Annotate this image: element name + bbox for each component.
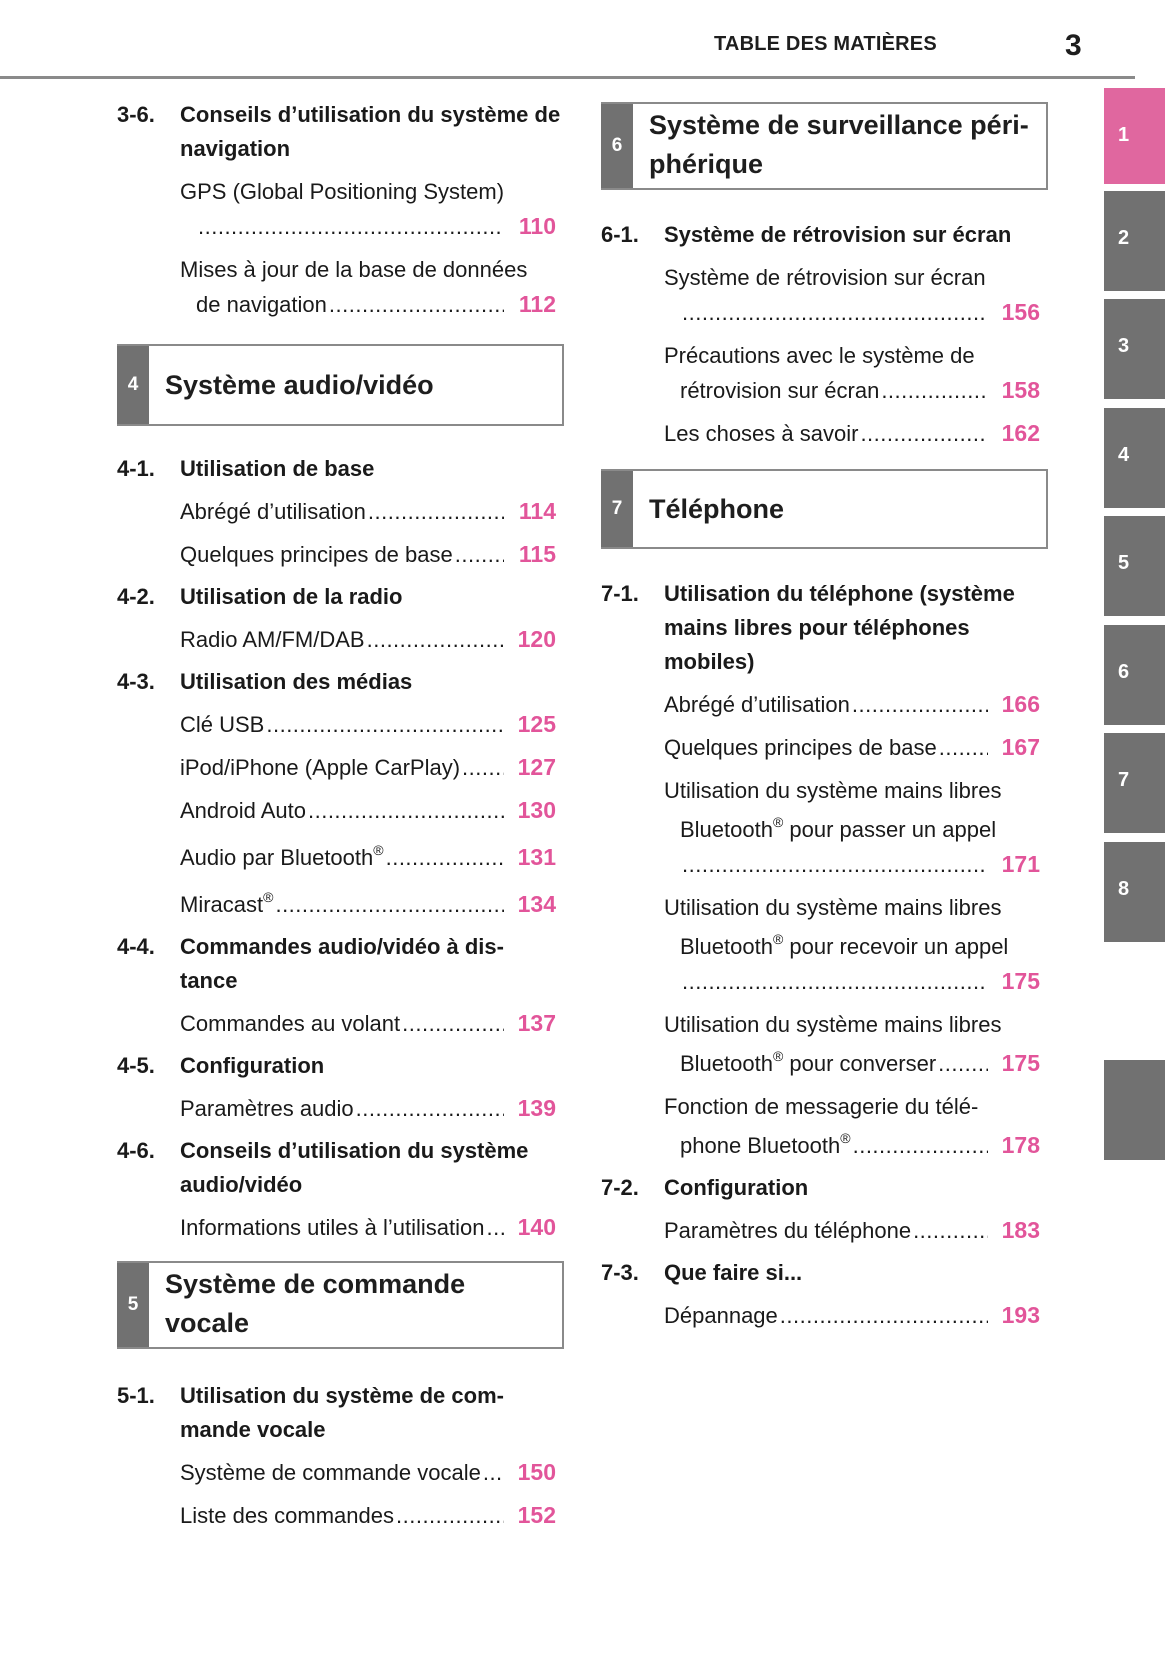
chapter-tab-4[interactable] — [1104, 408, 1165, 508]
registered-mark: ® — [772, 930, 784, 947]
page-number: 3 — [1065, 29, 1082, 62]
leader-dots — [852, 687, 988, 722]
toc-entry[interactable] — [601, 1298, 1048, 1333]
chapter-number: 7 — [601, 471, 633, 547]
section-number: 4-3. — [117, 669, 155, 694]
toc-entry[interactable] — [117, 1006, 564, 1041]
page-link[interactable]: 150 — [517, 1459, 556, 1485]
section-heading — [601, 1256, 1048, 1290]
entry-text: Bluetooth — [680, 1051, 773, 1076]
chapter-box-7[interactable] — [601, 469, 1048, 549]
section-title: Utilisation du système de com-mande vocale — [180, 1383, 504, 1442]
chapter-tab-8[interactable] — [1104, 842, 1165, 942]
page-link[interactable]: 167 — [1001, 734, 1040, 760]
entry-text: Paramètres du téléphone — [664, 1218, 912, 1243]
section-number: 6-1. — [601, 222, 639, 247]
toc-entry[interactable] — [117, 174, 564, 244]
entry-text: Audio par Bluetooth — [180, 845, 374, 870]
toc-entry[interactable] — [601, 260, 1048, 330]
section-title: Conseils d’utilisation du système audio/vidéo — [180, 1138, 529, 1197]
chapter-box-4[interactable] — [117, 344, 564, 426]
entry-text: Quelques principes de base — [180, 542, 453, 567]
chapter-tab-3[interactable] — [1104, 299, 1165, 399]
tab-label: 7 — [1118, 769, 1130, 791]
chapter-tab-7[interactable] — [1104, 733, 1165, 833]
entry-text: pour converser — [783, 1051, 937, 1076]
registered-mark: ® — [373, 841, 384, 858]
tab-label: 3 — [1118, 335, 1130, 357]
page-link[interactable]: 171 — [1001, 851, 1040, 877]
entry-text: Abrégé d’utilisation — [664, 692, 850, 717]
page-link[interactable]: 178 — [1001, 1132, 1040, 1158]
toc-entry[interactable] — [117, 750, 564, 785]
toc-left-column — [117, 96, 564, 1533]
entry-text: Clé USB — [180, 712, 265, 737]
page-link[interactable]: 175 — [1001, 968, 1040, 994]
toc-entry[interactable] — [601, 730, 1048, 765]
entry-text: iPod/iPhone (Apple CarPlay) — [180, 755, 461, 780]
section-number: 4-4. — [117, 934, 155, 959]
chapter-tab-5[interactable] — [1104, 516, 1165, 616]
entry-text: Utilisation du système mains libres — [664, 895, 1002, 920]
chapter-number: 6 — [601, 104, 633, 188]
section-number: 7-3. — [601, 1260, 639, 1285]
entry-text: Utilisation du système mains libres — [664, 1012, 1002, 1037]
section-heading — [117, 452, 564, 486]
page-link[interactable]: 130 — [517, 797, 556, 823]
registered-mark: ® — [772, 1047, 784, 1064]
chapter-box-5[interactable] — [117, 1261, 564, 1349]
section-title: Utilisation des médias — [180, 669, 413, 694]
leader-dots — [483, 1455, 504, 1490]
page-link[interactable]: 127 — [517, 754, 556, 780]
entry-text: Système de rétrovision sur écran — [664, 265, 986, 290]
toc-entry[interactable] — [117, 840, 564, 875]
leader-dots — [938, 1046, 988, 1081]
leader-dots — [682, 964, 988, 999]
entry-text: Système de commande vocale — [180, 1460, 481, 1485]
entry-text: Paramètres audio — [180, 1096, 354, 1121]
toc-entry[interactable] — [117, 1091, 564, 1126]
toc-entry[interactable] — [601, 338, 1048, 408]
toc-entry[interactable] — [601, 416, 1048, 451]
page-link[interactable]: 131 — [517, 844, 556, 870]
leader-dots — [308, 793, 504, 828]
page-link[interactable]: 125 — [517, 711, 556, 737]
entry-text: Bluetooth — [680, 817, 773, 842]
page-link[interactable]: 166 — [1001, 691, 1040, 717]
leader-dots — [402, 1006, 504, 1041]
entry-text: Radio AM/FM/DAB — [180, 627, 365, 652]
page-link[interactable]: 175 — [1001, 1050, 1040, 1076]
entry-text: pour passer un appel — [783, 817, 997, 842]
entry-text: Abrégé d’utilisation — [180, 499, 366, 524]
page-link[interactable]: 158 — [1001, 377, 1040, 403]
section-number: 3-6. — [117, 102, 155, 127]
registered-mark: ® — [263, 888, 274, 905]
page-link[interactable]: 162 — [1001, 420, 1040, 446]
leader-dots — [939, 730, 988, 765]
section-heading — [117, 1134, 564, 1202]
toc-entry[interactable] — [601, 1007, 1048, 1081]
toc-entry[interactable] — [601, 773, 1048, 882]
section-heading — [601, 577, 1048, 679]
section-heading — [601, 1171, 1048, 1205]
section-title: Conseils d’utilisation du système de navigation — [180, 102, 561, 161]
toc-entry[interactable] — [117, 537, 564, 572]
page-link[interactable]: 156 — [1001, 299, 1040, 325]
chapter-number: 5 — [117, 1263, 149, 1347]
section-title: Configuration — [664, 1175, 809, 1200]
tab-label: 8 — [1118, 878, 1130, 900]
section-title: Utilisation de base — [180, 456, 375, 481]
page-link[interactable]: 110 — [518, 213, 556, 239]
entry-text: Les choses à savoir — [664, 421, 859, 446]
chapter-number: 4 — [117, 346, 149, 424]
page-link[interactable]: 193 — [1001, 1302, 1040, 1328]
section-title: Configuration — [180, 1053, 325, 1078]
toc-entry[interactable] — [117, 252, 564, 322]
leader-dots — [780, 1298, 988, 1333]
section-number: 4-6. — [117, 1138, 155, 1163]
header-title: TABLE DES MATIÈRES — [714, 33, 937, 55]
section-heading — [601, 218, 1048, 252]
section-title: Commandes audio/vidéo à dis-tance — [180, 934, 504, 993]
tab-label: 1 — [1118, 124, 1130, 146]
leader-dots — [367, 622, 504, 657]
tab-label: 4 — [1118, 444, 1130, 466]
section-heading — [117, 1379, 564, 1447]
entry-text: Utilisation du système mains libres — [664, 778, 1002, 803]
leader-dots — [486, 1210, 504, 1245]
registered-mark: ® — [772, 813, 784, 830]
toc-right-column — [601, 100, 1048, 1333]
section-title: Système de rétrovision sur écran — [664, 222, 1012, 247]
entry-text: pour recevoir un appel — [783, 934, 1009, 959]
leader-dots — [356, 1091, 504, 1126]
toc-entry[interactable] — [601, 1089, 1048, 1163]
toc-entry[interactable] — [117, 622, 564, 657]
leader-dots — [396, 1498, 504, 1533]
entry-text: rétrovision sur écran — [680, 378, 880, 403]
leader-dots — [462, 750, 504, 785]
page-link[interactable]: 139 — [517, 1095, 556, 1121]
leader-dots — [266, 707, 504, 742]
page-link[interactable]: 152 — [517, 1502, 556, 1528]
leader-dots — [853, 1128, 988, 1163]
entry-text: Miracast — [180, 892, 264, 917]
chapter-tab-2[interactable] — [1104, 191, 1165, 291]
tab-label: 2 — [1118, 227, 1130, 249]
section-title: Utilisation du téléphone (système mains libres pour téléphones mobiles) — [664, 581, 1015, 674]
leader-dots — [198, 209, 504, 244]
leader-dots — [329, 287, 504, 322]
toc-entry[interactable] — [117, 707, 564, 742]
page-link[interactable]: 112 — [518, 291, 556, 317]
leader-dots — [368, 494, 504, 529]
chapter-box-6[interactable] — [601, 102, 1048, 190]
section-number: 4-1. — [117, 456, 155, 481]
leader-dots — [275, 887, 504, 922]
leader-dots — [881, 373, 988, 408]
registered-mark: ® — [840, 1129, 851, 1146]
entry-text: GPS (Global Positioning System) — [180, 179, 505, 204]
section-title: Utilisation de la radio — [180, 584, 403, 609]
section-heading — [117, 665, 564, 699]
chapter-tab-1[interactable] — [1104, 88, 1165, 184]
section-number: 5-1. — [117, 1383, 155, 1408]
toc-entry[interactable] — [117, 494, 564, 529]
page-link[interactable]: 115 — [518, 541, 556, 567]
toc-entry[interactable] — [601, 890, 1048, 999]
chapter-title: Système audio/vidéo — [165, 369, 434, 400]
toc-entry[interactable] — [117, 1210, 564, 1245]
entry-text: Dépannage — [664, 1303, 778, 1328]
page-link[interactable]: 137 — [517, 1010, 556, 1036]
section-number: 7-2. — [601, 1175, 639, 1200]
section-heading — [117, 930, 564, 998]
section-number: 4-5. — [117, 1053, 155, 1078]
entry-text: Quelques principes de base — [664, 735, 937, 760]
page-link[interactable]: 140 — [517, 1214, 556, 1240]
leader-dots — [455, 537, 504, 572]
entry-text: phone Bluetooth — [680, 1133, 841, 1158]
section-number: 4-2. — [117, 584, 155, 609]
entry-text: Bluetooth — [680, 934, 773, 959]
toc-entry[interactable] — [601, 1213, 1048, 1248]
toc-entry[interactable] — [117, 1455, 564, 1490]
entry-text: Précautions avec le système de — [664, 343, 975, 368]
chapter-tab-6[interactable] — [1104, 625, 1165, 725]
toc-entry[interactable] — [601, 687, 1048, 722]
section-title: Que faire si... — [664, 1260, 803, 1285]
header-rule — [0, 76, 1135, 79]
entry-text: Informations utiles à l’utilisation — [180, 1215, 485, 1240]
entry-text: Mises à jour de la base de données — [180, 257, 528, 282]
chapter-tab-index[interactable] — [1104, 1060, 1165, 1160]
page-link[interactable]: 183 — [1001, 1217, 1040, 1243]
toc-entry[interactable] — [117, 793, 564, 828]
leader-dots — [682, 295, 988, 330]
entry-text: de navigation — [196, 292, 327, 317]
toc-entry[interactable] — [117, 887, 564, 922]
page-link[interactable]: 120 — [517, 626, 556, 652]
chapter-title: Système de surveillance péri-phérique — [649, 110, 1029, 179]
page-link[interactable]: 134 — [517, 891, 556, 917]
leader-dots — [386, 840, 504, 875]
chapter-title: Téléphone — [649, 493, 785, 524]
entry-text: Commandes au volant — [180, 1011, 401, 1036]
page-link[interactable]: 114 — [518, 498, 556, 524]
entry-text: Fonction de messagerie du télé- — [664, 1094, 979, 1119]
leader-dots — [682, 847, 988, 882]
section-number: 7-1. — [601, 581, 639, 606]
entry-text: Android Auto — [180, 798, 306, 823]
toc-entry[interactable] — [117, 1498, 564, 1533]
entry-text: Liste des commandes — [180, 1503, 394, 1528]
section-heading — [117, 98, 564, 166]
leader-dots — [860, 416, 988, 451]
tab-label: 5 — [1118, 552, 1130, 574]
leader-dots — [913, 1213, 988, 1248]
tab-label: 6 — [1118, 661, 1130, 683]
section-heading — [117, 1049, 564, 1083]
section-heading — [117, 580, 564, 614]
chapter-title: Système de commande vocale — [165, 1269, 466, 1338]
